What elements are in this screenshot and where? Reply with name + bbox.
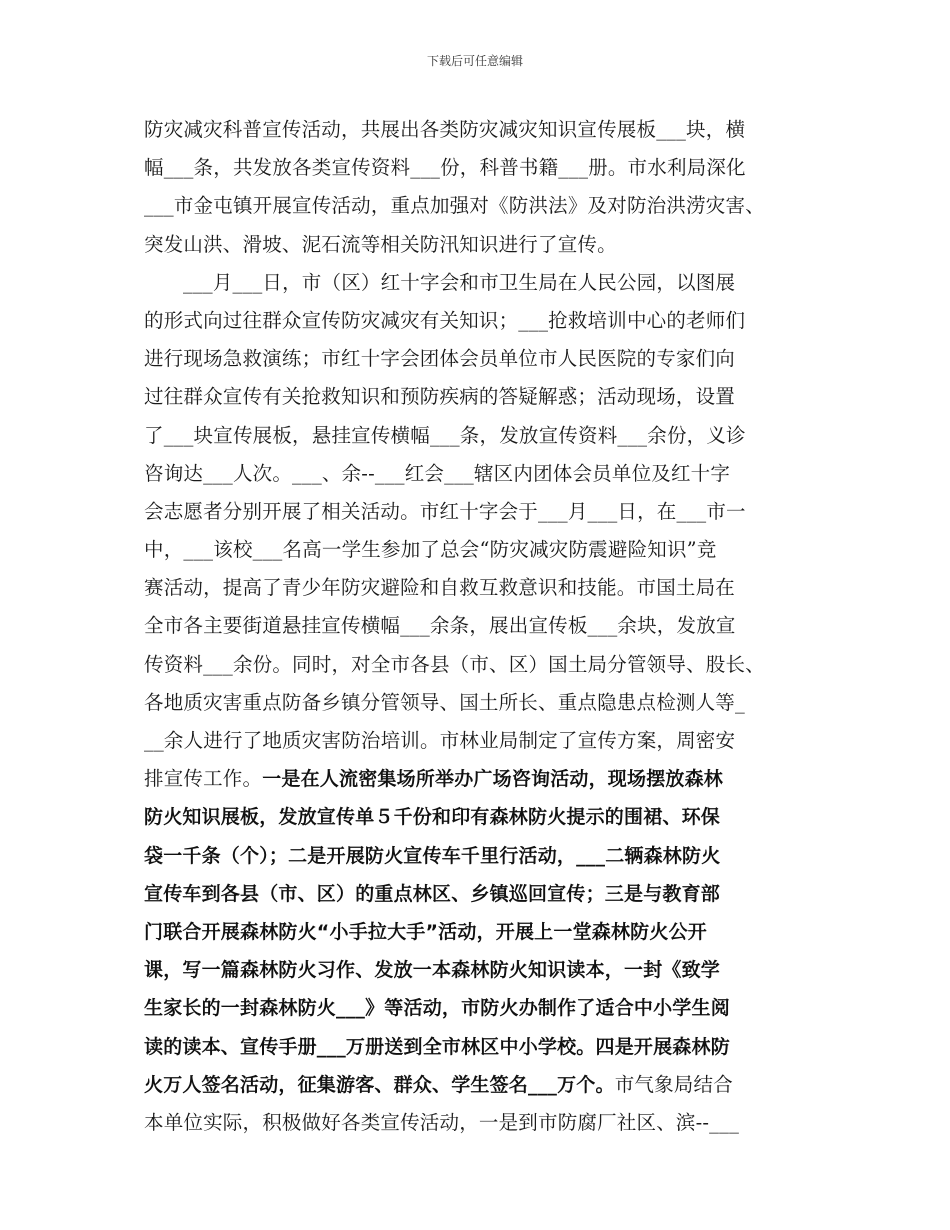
text-line — [144, 1066, 820, 1104]
text-line — [144, 149, 820, 187]
text-run-bold: 生家长的一封森林防火___》等活动，市防火办制作了适合中小学生阅 — [144, 997, 730, 1020]
text-line — [144, 569, 820, 607]
text-line — [144, 264, 820, 302]
text-run-plain: 的形式向过往群众宣传防灾减灾有关知识；___抢救培训中心的老师们 — [144, 308, 746, 332]
text-line — [144, 951, 820, 989]
text-line — [144, 493, 820, 531]
text-line — [144, 607, 820, 645]
text-run-plain: 进行现场急救演练；市红十字会团体会员单位市人民医院的专家们向 — [144, 347, 736, 371]
text-run-bold: 宣传车到各县（市、区）的重点林区、乡镇巡回宣传；三是与教育部 — [144, 882, 721, 905]
text-run-plain: 全市各主要街道悬挂宣传横幅___余条，展出宣传板___余块，发放宣 — [144, 614, 736, 638]
text-run-plain: 防灾减灾科普宣传活动，共展出各类防灾减灾知识宣传展板___块，横 — [144, 118, 746, 141]
text-run-bold: 读的读本、宣传手册___万册送到全市林区中小学校。四是开展森林防 — [144, 1035, 730, 1058]
text-run-plain: 幅___条，共发放各类宣传资料___份，科普书籍___册。市水利局深化 — [144, 156, 746, 180]
text-run-bold: 袋一千条（个）；二是开展防火宣传车千里行活动，___二辆森林防火 — [144, 844, 721, 867]
text-run-bold: 防火知识展板，发放宣传单５千份和印有森林防火提示的围裙、环保 — [144, 806, 721, 829]
text-line — [144, 837, 820, 875]
text-run-plain: 突发山洪、滑坡、泥石流等相关防汛知识进行了宣传。 — [144, 232, 617, 256]
text-run-plain: 排宣传工作。 — [144, 767, 263, 791]
text-run-plain: ___月___日，市（区）红十字会和市卫生局在人民公园，以图展 — [183, 270, 736, 294]
text-run-plain: 会志愿者分别开展了相关活动。市红十字会于___月___日，在___市一 — [144, 499, 746, 523]
text-run-plain: 了___块宣传展板，悬挂宣传横幅___条，发放宣传资料___余份，义诊 — [144, 423, 746, 447]
text-line — [144, 1028, 820, 1066]
page-header: 下载后可任意编辑 — [426, 54, 523, 68]
text-line — [144, 226, 820, 264]
text-line — [144, 684, 820, 722]
text-line — [144, 722, 820, 760]
text-line — [144, 378, 820, 416]
text-run-bold: 课，写一篇森林防火习作、发放一本森林防火知识读本，一封《致学 — [144, 959, 721, 982]
document-body — [144, 111, 820, 1142]
text-run-plain: 各地质灾害重点防备乡镇分管领导、国土所长、重点隐患点检测人等_ — [144, 690, 745, 714]
text-run-bold: 门联合开展森林防火“小手拉大手”活动，开展上一堂森林防火公开 — [144, 920, 707, 943]
text-line — [144, 302, 820, 340]
text-run-plain: 赛活动，提高了青少年防灾避险和自救互救意识和技能。市国土局在 — [144, 576, 736, 600]
text-line — [144, 531, 820, 569]
text-line — [144, 913, 820, 951]
text-line — [144, 455, 820, 493]
text-line — [144, 340, 820, 378]
text-run-plain: 过往群众宣传有关抢救知识和预防疾病的答疑解惑；活动现场，设置 — [144, 385, 736, 409]
text-line — [144, 798, 820, 836]
text-run-plain: 市气象局结合 — [614, 1072, 733, 1096]
text-line — [144, 187, 820, 225]
text-run-plain: 咨询达___人次。___、余--___红会___辖区内团体会员单位及红十字 — [144, 461, 731, 485]
text-run-plain: 传资料___余份。同时，对全市各县（市、区）国土局分管领导、股长、 — [144, 652, 765, 676]
text-line — [144, 417, 820, 455]
text-run-bold: 一是在人流密集场所举办广场咨询活动，现场摆放森林 — [262, 768, 724, 791]
text-run-bold: 火万人签名活动，征集游客、群众、学生签名___万个。 — [144, 1073, 615, 1096]
text-run-plain: ___市金屯镇开展宣传活动，重点加强对《防洪法》及对防治洪涝灾害、 — [144, 194, 765, 218]
text-line — [144, 875, 820, 913]
text-run-plain: __余人进行了地质灾害防治培训。市林业局制定了宣传方案，周密安 — [144, 729, 736, 752]
text-line — [144, 760, 820, 798]
text-line — [144, 1104, 820, 1142]
text-line — [144, 111, 820, 149]
text-run-plain: 本单位实际，积极做好各类宣传活动，一是到市防腐厂社区、滨--___ — [144, 1110, 740, 1134]
text-run-plain: 中，___该校___名高一学生参加了总会“防灾减灾防震避险知识”竞 — [144, 538, 717, 562]
text-line — [144, 646, 820, 684]
text-line — [144, 989, 820, 1027]
